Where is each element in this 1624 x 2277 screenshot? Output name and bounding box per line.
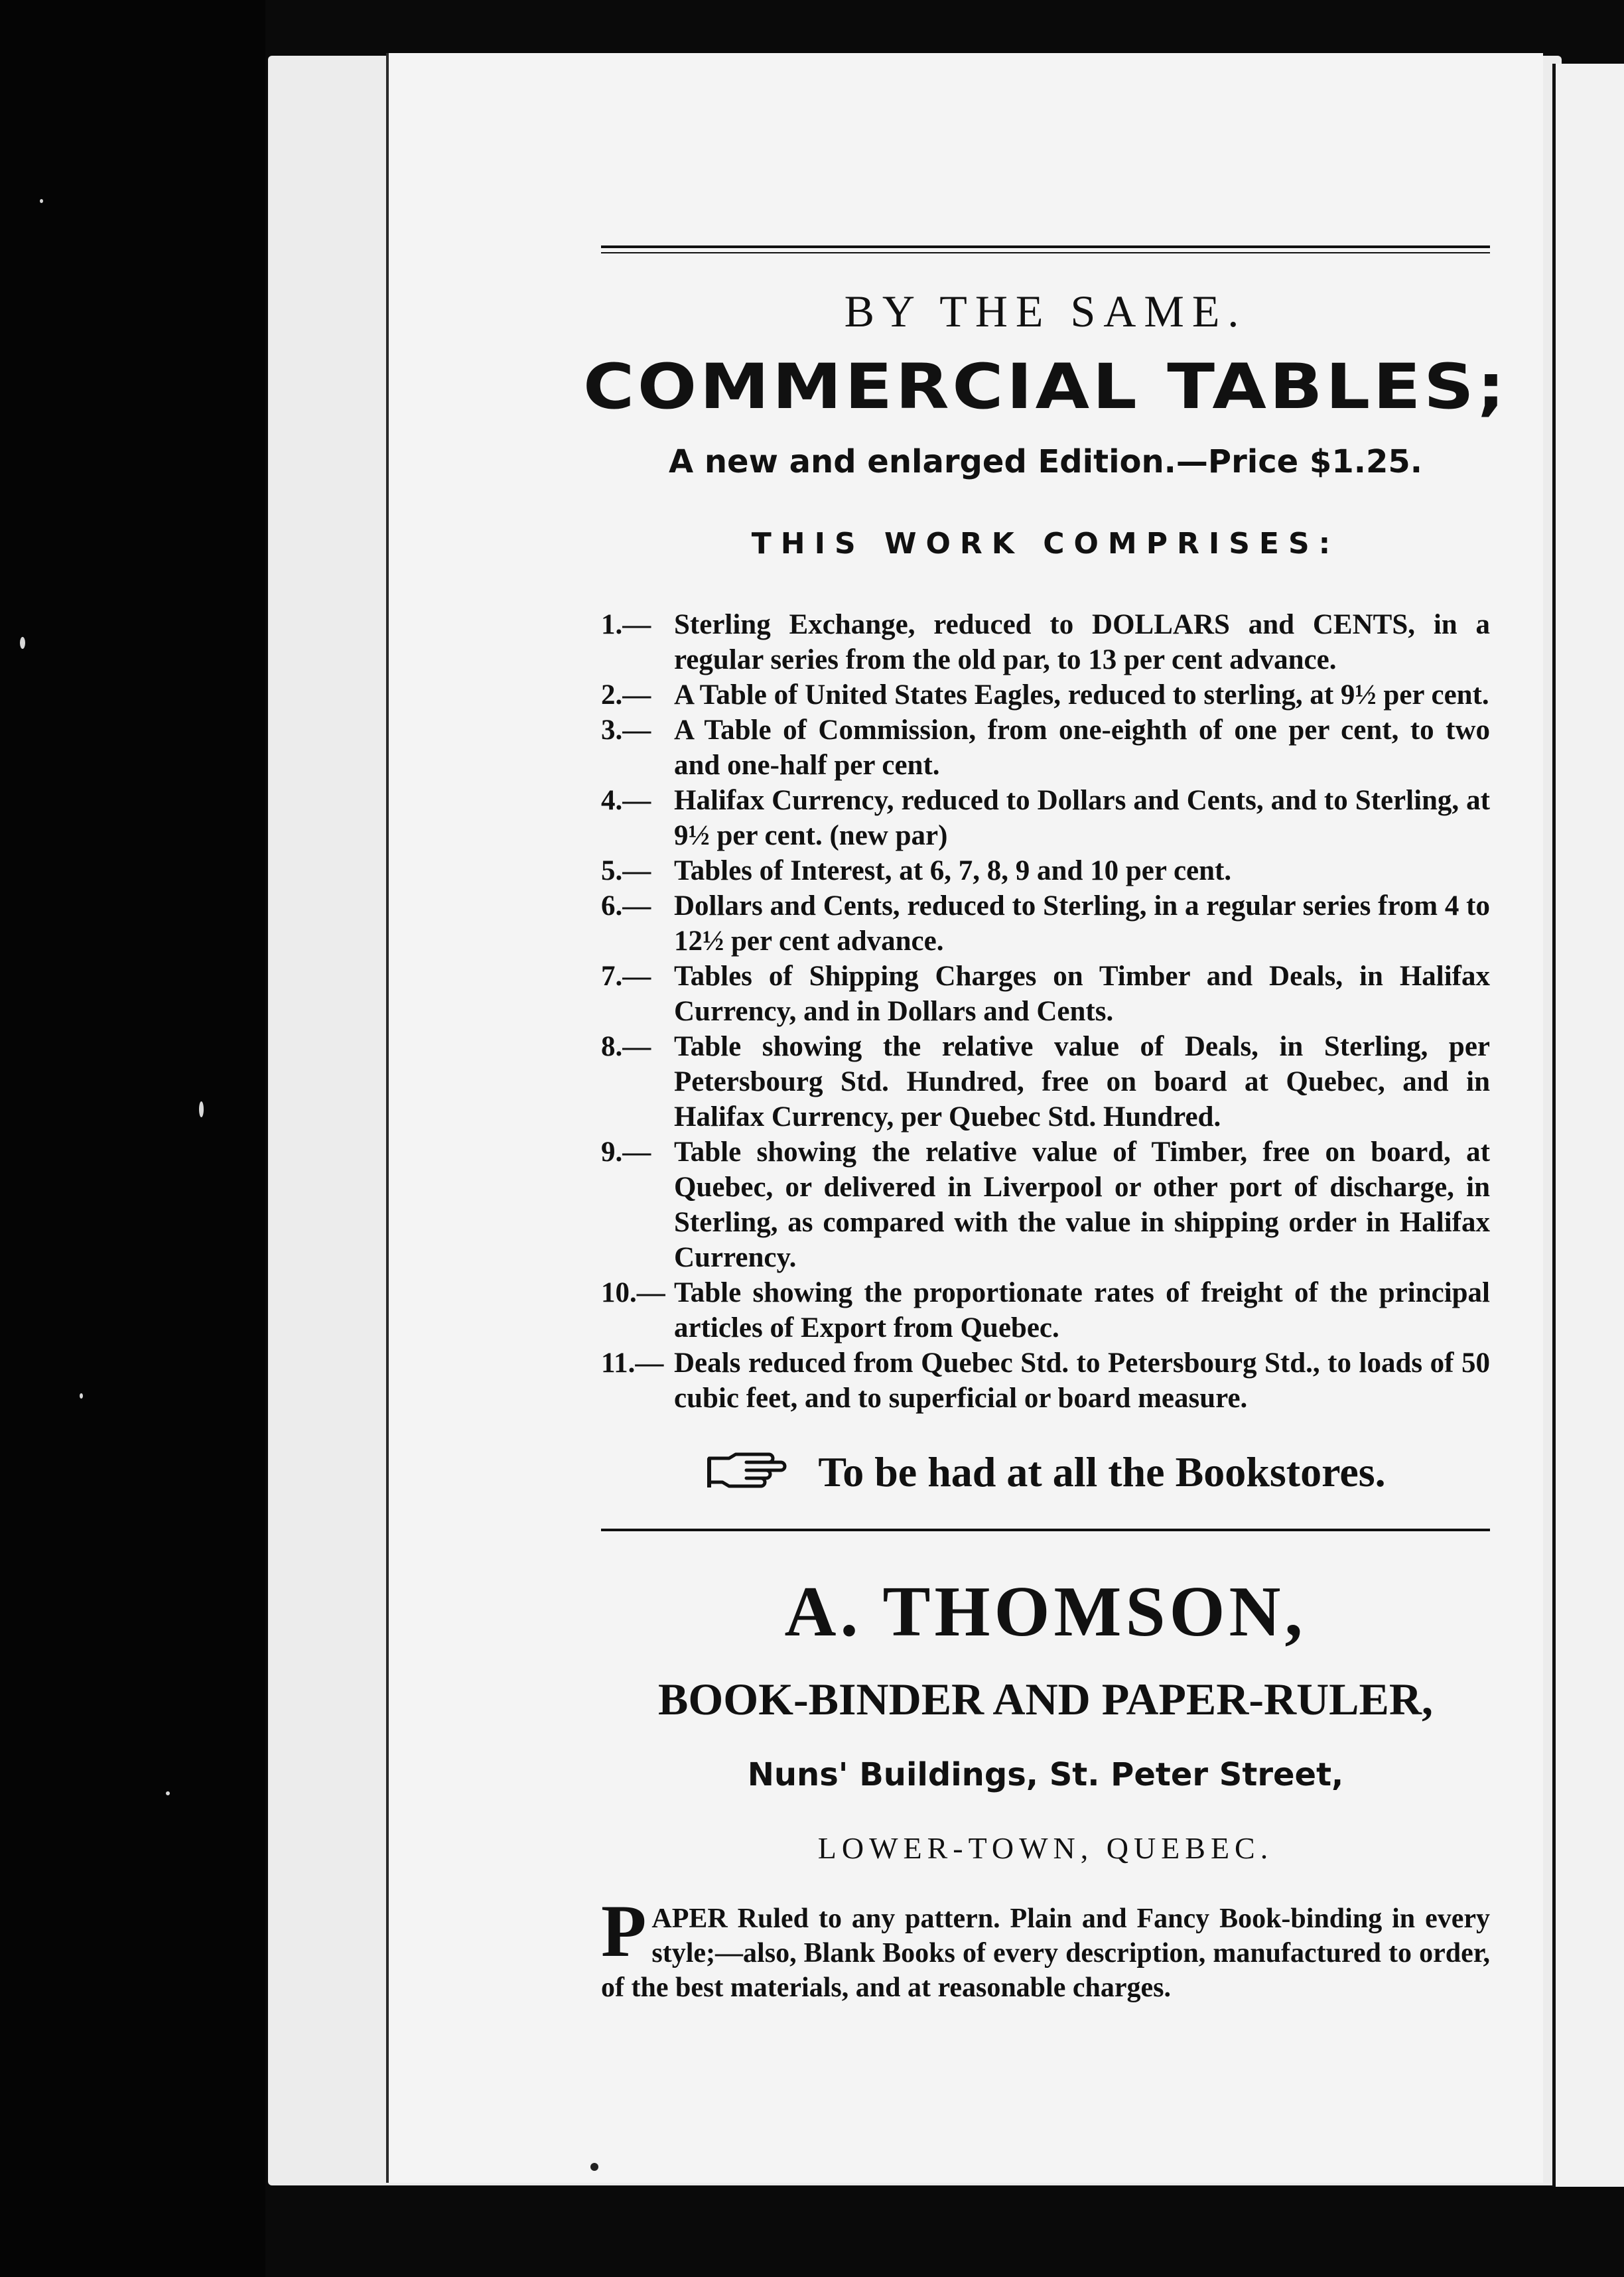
item-text: Tables of Interest, at 6, 7, 8, 9 and 10 per cent. [674, 855, 1232, 886]
list-item [601, 1029, 1490, 1135]
item-number: 3.— [601, 715, 651, 746]
bookstores-notice [601, 1448, 1490, 1497]
item-number: 1.— [601, 609, 651, 640]
page-content [583, 245, 1508, 2005]
description-text: APER Ruled to any pattern. Plain and Fancy Book-binding in every style;—also, Blank Books of every description, manufactured to order, of the best materials, and at reasonable charges. [601, 1903, 1490, 2003]
top-double-rule [601, 245, 1490, 253]
list-item [601, 1346, 1490, 1416]
item-text: Sterling Exchange, reduced to DOLLARS and CENTS, in a regular series from the old par, to 13 per cent advance. [674, 609, 1490, 675]
thomson-town: LOWER-TOWN, QUEBEC. [817, 1831, 1274, 1865]
scan-speck [166, 1791, 170, 1795]
list-item [601, 783, 1490, 853]
item-number: 5.— [601, 855, 651, 886]
scan-speck [20, 637, 25, 649]
scan-speck [199, 1101, 204, 1117]
section-divider [601, 1529, 1490, 1531]
edition-price: A new and enlarged Edition.—Price $1.25. [669, 443, 1422, 480]
drop-cap: P [601, 1890, 647, 1972]
list-item [601, 959, 1490, 1029]
item-text: Table showing the relative value of Timber, free on board, at Quebec, or delivered in Liverpool or other port of discharge, in Sterling, as compared with the value in shipping order in Halifax Currency. [674, 1137, 1490, 1273]
list-item [601, 713, 1490, 783]
item-text: Halifax Currency, reduced to Dollars and Cents, and to Sterling, at 9½ per cent. (new par) [674, 785, 1490, 851]
thomson-address: Nuns' Buildings, St. Peter Street, [747, 1756, 1344, 1793]
list-item [601, 1275, 1490, 1346]
thomson-trade: BOOK-BINDER AND PAPER-RULER, [657, 1674, 1434, 1724]
scan-background [0, 0, 265, 2277]
scan-speck [40, 199, 43, 203]
contents-list [601, 607, 1490, 1416]
ink-dot [590, 2163, 598, 2171]
thomson-description [601, 1890, 1490, 2005]
commercial-tables-title: COMMERCIAL TABLES; [583, 351, 1508, 423]
list-item [601, 607, 1490, 677]
item-text: A Table of United States Eagles, reduced to sterling, at 9½ per cent. [674, 679, 1489, 711]
item-text: Deals reduced from Quebec Std. to Petersbourg Std., to loads of 50 cubic feet, and to superficial or board measure. [674, 1347, 1490, 1414]
list-item [601, 1135, 1490, 1275]
next-page-edge [1552, 64, 1624, 2187]
item-number: 6.— [601, 890, 651, 922]
item-text: Dollars and Cents, reduced to Sterling, in a regular series from 4 to 12½ per cent advance. [674, 890, 1490, 957]
item-text: Table showing the relative value of Deals, in Sterling, per Petersbourg Std. Hundred, free on board at Quebec, and in Halifax Currency, per Quebec Std. Hundred. [674, 1031, 1490, 1133]
scan-speck [80, 1393, 83, 1399]
item-number: 10.— [601, 1277, 665, 1308]
item-text: Tables of Shipping Charges on Timber and Deals, in Halifax Currency, and in Dollars and Cents. [674, 961, 1490, 1027]
pointing-hand-icon [705, 1449, 798, 1495]
item-number: 8.— [601, 1031, 651, 1062]
list-item [601, 677, 1490, 713]
bookstores-text: To be had at all the Bookstores. [818, 1448, 1386, 1495]
by-same-heading: BY THE SAME. [844, 286, 1247, 336]
item-text: A Table of Commission, from one-eighth of one per cent, to two and one-half per cent. [674, 715, 1490, 781]
thomson-name: A. THOMSON, [784, 1572, 1307, 1651]
item-number: 2.— [601, 679, 651, 711]
item-text: Table showing the proportionate rates of freight of the principal articles of Export from Quebec. [674, 1277, 1490, 1344]
item-number: 4.— [601, 785, 651, 816]
comprises-heading: THIS WORK COMPRISES: [751, 527, 1340, 561]
item-number: 7.— [601, 961, 651, 992]
advertisement-page [386, 53, 1543, 2183]
list-item [601, 853, 1490, 888]
list-item [601, 888, 1490, 959]
item-number: 9.— [601, 1137, 651, 1168]
item-number: 11.— [601, 1347, 664, 1379]
